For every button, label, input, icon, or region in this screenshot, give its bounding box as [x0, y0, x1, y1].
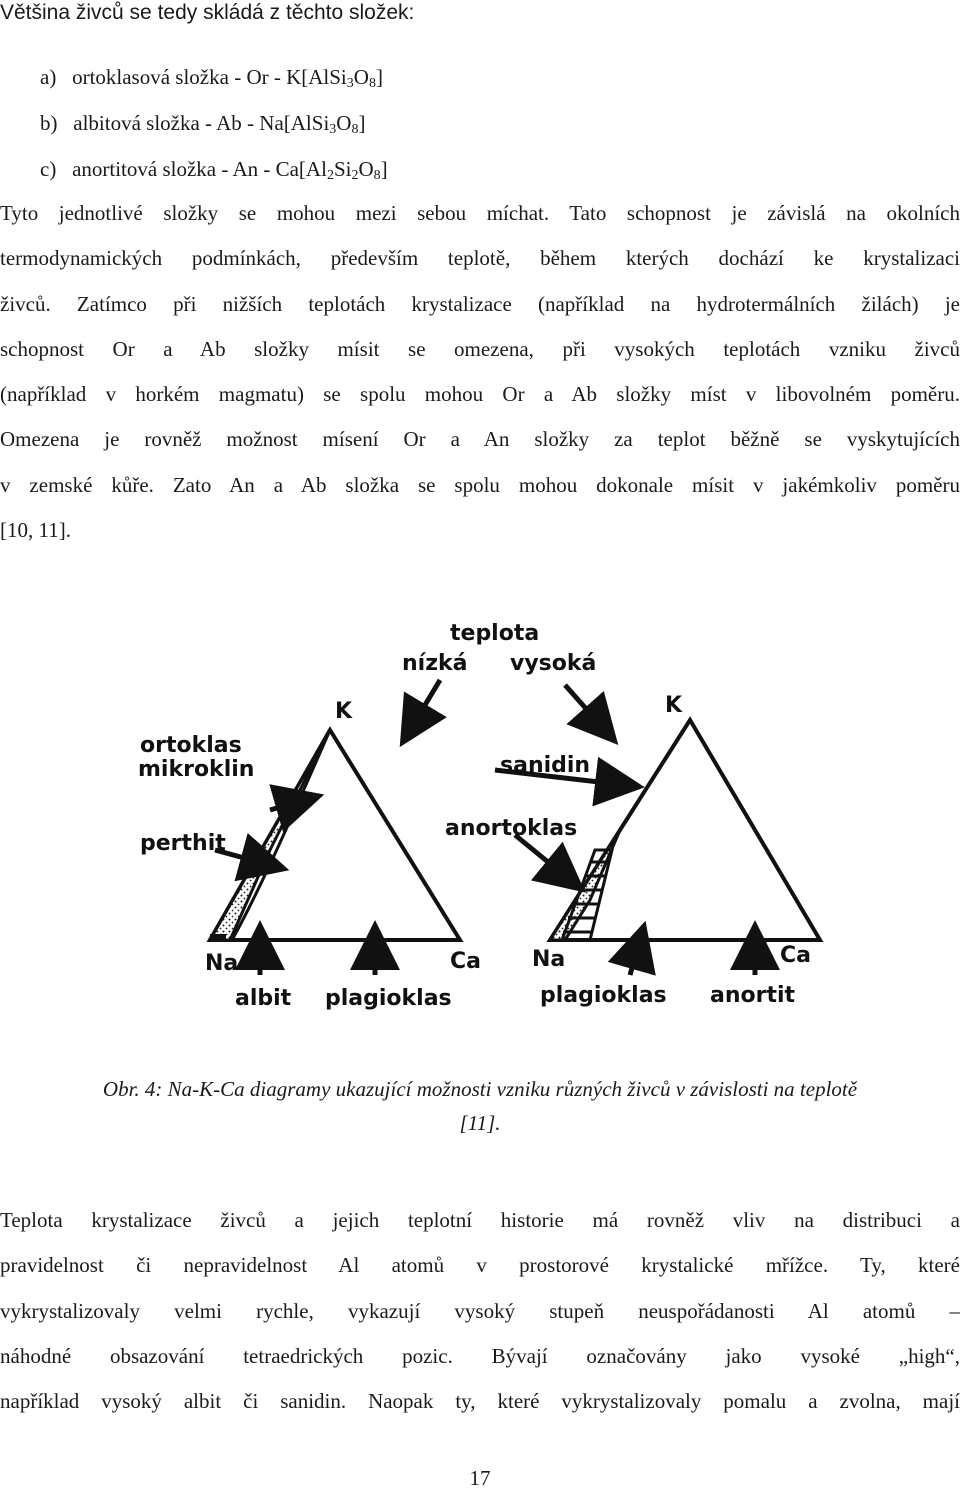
label-left-plagioklas: plagioklas — [325, 986, 452, 1011]
label-left-apex-k: K — [335, 699, 353, 724]
feldspar-ternary-diagrams — [120, 600, 880, 1020]
label-right-ca: Ca — [780, 943, 811, 968]
paragraph-line: (například v horkém magmatu) se spolu mohou Or a Ab složky míst v libovolném poměru. — [0, 382, 960, 407]
component-list — [40, 62, 388, 200]
paragraph-line: v zemské kůře. Zato An a Ab složka se spolu mohou dokonale mísit v jakémkoliv poměru — [0, 472, 960, 497]
label-right-na: Na — [532, 947, 566, 972]
paragraph-line: pravidelnost či nepravidelnost Al atomů v prostorové krystalické mřížce. Ty, které — [0, 1253, 960, 1278]
list-item-albite: b) albitová složka - Ab - $Na[AlSi_3O_8]$ — [40, 111, 366, 137]
right-triangle — [550, 720, 820, 940]
paragraph-line: [10, 11]. — [0, 518, 71, 543]
label-teplota: teplota — [450, 621, 540, 646]
page-number: 17 — [469, 1466, 491, 1490]
paragraph-mixing — [0, 198, 960, 560]
list-item-anorthite: c) anortitová složka - An - $Ca[Al_2Si_2O_8]$ — [40, 157, 388, 183]
paragraph-line: termodynamických podmínkách, především teplotě, během kterých dochází ke krystalizaci — [0, 246, 960, 271]
paragraph-line: živců. Zatímco při nižších teplotách krystalizace (například na hydrotermálních žilách) je — [0, 291, 960, 316]
label-anortoklas: anortoklas — [445, 816, 578, 841]
label-ortoklas: ortoklas — [140, 733, 242, 758]
paragraph-line: Teplota krystalizace živců a jejich teplotní historie má rovněž vliv na distribuci a — [0, 1208, 960, 1232]
label-right-plagioklas: plagioklas — [540, 983, 667, 1008]
label-sanidin: sanidin — [500, 753, 591, 778]
label-right-apex-k: K — [665, 693, 683, 718]
figure-caption: Obr. 4: Na-K-Ca diagramy ukazující možnosti vzniku různých živců v závislosti na teplotě [11]. — [102, 1077, 858, 1135]
label-nizka: nízká — [402, 651, 468, 676]
paragraph-line: vykrystalizovaly velmi rychle, vykazují vysoký stupeň neuspořádanosti Al atomů – — [0, 1298, 960, 1323]
label-mikroklin: mikroklin — [138, 757, 255, 782]
label-vysoka: vysoká — [510, 651, 597, 676]
feldspar-diagram-figure — [120, 600, 880, 1020]
label-left-na: Na — [205, 951, 239, 976]
list-item-orthoclase: a) ortoklasová složka - Or - $K[AlSi_3O_8]$ — [40, 65, 383, 91]
left-na-bar — [210, 934, 226, 940]
label-left-ca: Ca — [450, 949, 481, 974]
paragraph-line: náhodné obsazování tetraedrických pozic. Bývají označovány jako vysoké „high“, — [0, 1343, 960, 1368]
label-perthit: perthit — [140, 831, 226, 856]
paragraph-crystallization — [0, 1205, 960, 1431]
paragraph-line: schopnost Or a Ab složky mísit se omezena, při vysokých teplotách vzniku živců — [0, 336, 960, 361]
paragraph-line: Tyto jednotlivé složky se mohou mezi sebou míchat. Tato schopnost je závislá na okolních — [0, 201, 960, 225]
label-albit: albit — [235, 986, 292, 1011]
paragraph-line: Omezena je rovněž možnost mísení Or a An složky za teplot běžně se vyskytujících — [0, 427, 960, 452]
intro-text: Většina živců se tedy skládá z těchto složek: — [0, 1, 415, 24]
label-anortit: anortit — [710, 983, 796, 1008]
paragraph-line: například vysoký albit či sanidin. Naopak ty, které vykrystalizovaly pomalu a zvolna, mají — [0, 1389, 960, 1414]
